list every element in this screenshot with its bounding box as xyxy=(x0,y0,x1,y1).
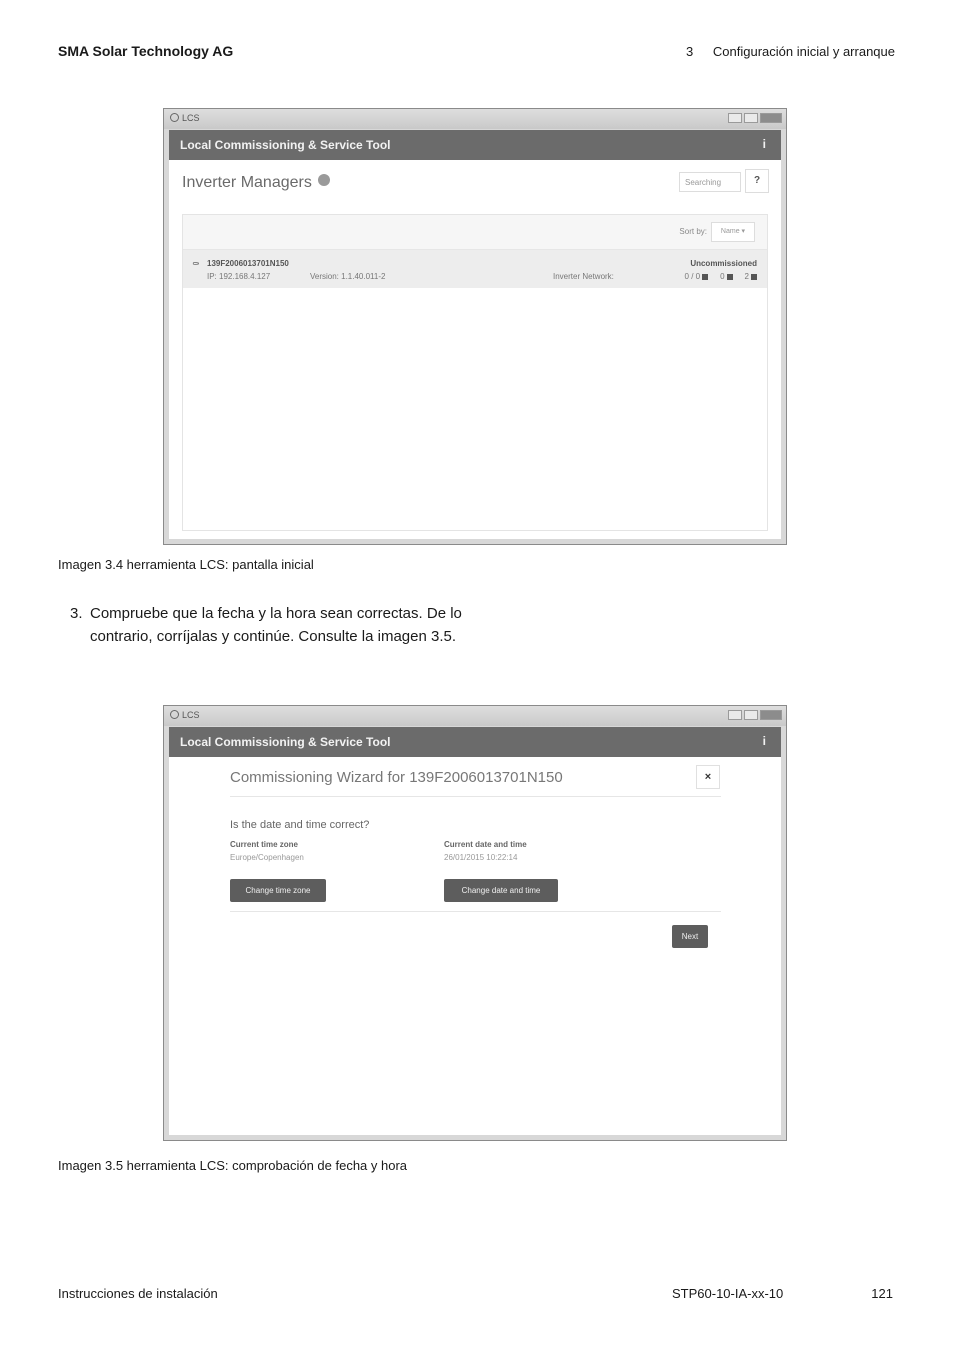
header-chapter xyxy=(686,44,895,59)
footer-left: Instrucciones de instalación xyxy=(58,1286,218,1301)
status-badge: Uncommissioned xyxy=(690,259,757,268)
divider xyxy=(230,796,721,797)
figure-lcs-date-check xyxy=(163,705,787,1141)
page-title-text: Inverter Managers xyxy=(182,174,312,191)
app-logo-icon xyxy=(170,710,179,719)
count-2: 0 xyxy=(720,272,732,281)
info-icon[interactable]: i xyxy=(762,137,766,151)
sort-label: Sort by: xyxy=(679,227,707,236)
sort-dropdown[interactable]: Name ▾ xyxy=(711,222,755,242)
chapter-title: Configuración inicial y arranque xyxy=(712,44,895,59)
window-titlebar xyxy=(164,109,786,129)
next-button[interactable]: Next xyxy=(672,925,708,948)
device-serial: 139F2006013701N150 xyxy=(207,259,289,268)
device-ip: IP: 192.168.4.127 xyxy=(207,272,271,281)
app-title: Local Commissioning & Service Tool xyxy=(180,735,391,749)
list-toolbar xyxy=(183,215,767,250)
network-label: Inverter Network: xyxy=(553,272,614,281)
search-input[interactable]: Searching xyxy=(679,172,741,192)
figure1-caption: Imagen 3.4 herramienta LCS: pantalla inicial xyxy=(58,557,314,572)
window-controls xyxy=(728,113,782,123)
divider xyxy=(230,911,721,912)
device-counts xyxy=(685,272,757,281)
maximize-icon[interactable] xyxy=(744,113,758,123)
change-date-time-button[interactable]: Change date and time xyxy=(444,879,558,902)
app-header-bar xyxy=(169,130,781,160)
sort-value: Name xyxy=(720,228,740,235)
figure-lcs-initial-screen xyxy=(163,108,787,545)
step-3 xyxy=(70,603,470,648)
count-badge-icon xyxy=(318,174,330,186)
close-window-icon[interactable] xyxy=(760,710,782,720)
count-1: 0 / 0 xyxy=(685,272,709,281)
help-button[interactable]: ? xyxy=(745,169,769,193)
window-title: LCS xyxy=(182,710,200,720)
wizard-title: Commissioning Wizard for 139F2006013701N150 xyxy=(230,769,563,786)
chapter-number: 3 xyxy=(686,44,694,59)
timezone-label: Current time zone xyxy=(230,840,299,849)
app-logo-icon xyxy=(170,113,179,122)
timezone-value: Europe/Copenhagen xyxy=(230,853,304,862)
list-item[interactable] xyxy=(183,250,767,288)
footer-doc-code: STP60-10-IA-xx-10 xyxy=(672,1286,784,1301)
step-text: Compruebe que la fecha y la hora sean correctas. De lo contrario, corríjalas y continúe. Consulte la imagen 3.5. xyxy=(90,605,462,645)
header-company: SMA Solar Technology AG xyxy=(58,43,234,59)
close-window-icon[interactable] xyxy=(760,113,782,123)
step-number: 3. xyxy=(70,605,83,622)
date-question: Is the date and time correct? xyxy=(230,819,370,831)
window-title: LCS xyxy=(182,113,200,123)
change-time-zone-button[interactable]: Change time zone xyxy=(230,879,326,902)
count-3: 2 xyxy=(745,272,757,281)
inverter-list-panel xyxy=(182,214,768,531)
window-controls xyxy=(728,710,782,720)
maximize-icon[interactable] xyxy=(744,710,758,720)
page-title xyxy=(182,174,330,192)
info-icon[interactable]: i xyxy=(762,734,766,748)
datetime-value: 26/01/2015 10:22:14 xyxy=(444,853,518,862)
network-icon: ⚰ xyxy=(192,259,200,269)
wizard-dialog xyxy=(169,757,781,1135)
figure2-caption: Imagen 3.5 herramienta LCS: comprobación de fecha y hora xyxy=(58,1158,408,1173)
close-icon[interactable]: × xyxy=(696,765,720,789)
datetime-label: Current date and time xyxy=(444,840,527,849)
app-header-bar xyxy=(169,727,781,757)
page-number: 121 xyxy=(871,1286,893,1301)
window-titlebar xyxy=(164,706,786,726)
device-version: Version: 1.1.40.011-2 xyxy=(310,272,386,281)
app-content xyxy=(169,160,781,539)
minimize-icon[interactable] xyxy=(728,710,742,720)
app-title: Local Commissioning & Service Tool xyxy=(180,138,391,152)
minimize-icon[interactable] xyxy=(728,113,742,123)
